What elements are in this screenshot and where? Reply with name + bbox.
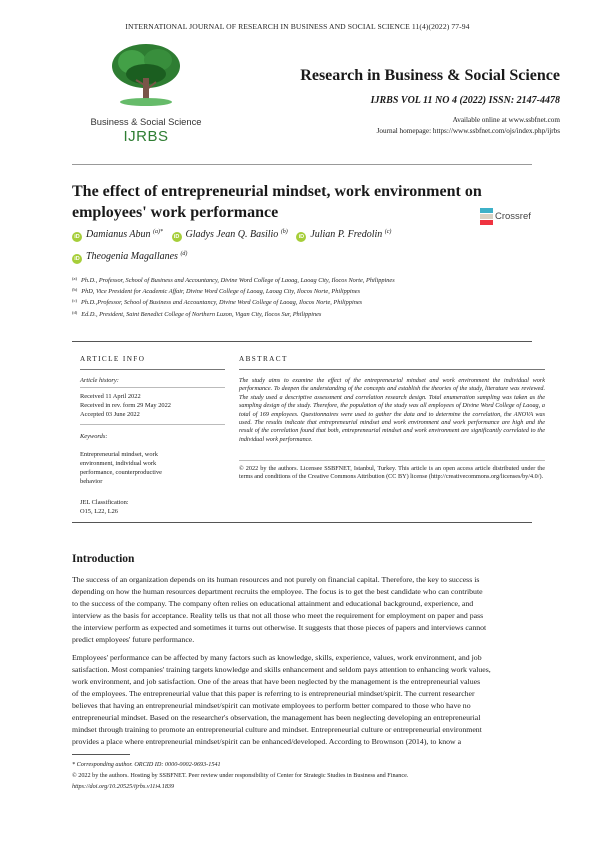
copyright-note: © 2022 by the authors. Hosting by SSBFNET. Peer review under responsibility of Center for Strategic Studies in Business and Finance. [72, 772, 409, 779]
keyword-line: Entrepreneurial mindset, work [80, 451, 158, 458]
orcid-icon[interactable]: iD [72, 254, 82, 264]
paragraph-line: Employees' performance can be affected by many factors such as knowledge, skills, experience, values, work environment, and job [72, 653, 482, 662]
abstract-text: The study aims to examine the effect of the entrepreneurial mindset and work environment the individual work performance. To deepen the understanding of the concepts and establish the theories of the study, literature was reviewed. The study used a descriptive assessment and correlation research design. Total enumeration sampling was taken as the sampling design of the study. Therefore, the population of the study was all employees of Divine Word College of Laoag, a total of 169 employees. Questionnaires were used to gather the data and to determine the correlation, the ANOVA was used. The results indicate that entrepreneurial mindset and work environment and work performance are high and the result of the correlation found that both, entrepreneurial mindset and work environment are significantly correlated to the individual work performance. [239, 377, 545, 443]
article-info-rule [80, 369, 225, 370]
paragraph-line: to the success of the company. The company often relies on educational attainment and educational background, experience, and [72, 599, 474, 608]
journal-availability[interactable]: Available online at www.ssbfnet.com [452, 116, 560, 124]
author-name[interactable]: Gladys Jean Q. Basilio $^{(b)}$ [185, 229, 288, 240]
affiliation: $^{(d)}$ Ed.D., President, Saint Benedict College of Northern Luzon, Vigan City, Ilocos Sur, Philippines [72, 310, 322, 318]
license-text: © 2022 by the authors. Licensee SSBFNET, Istanbul, Turkey. This article is an open access article distributed under the terms and conditions of the Creative Commons Attribution (CC BY) license (http://creativecommons.org/licenses/by/4.0/). [239, 465, 545, 481]
paragraph-line: believes that having an entrepreneurial mindset/spirit can motivate employees to perform better compared to those who have no [72, 701, 471, 710]
accepted-date: Accepted 03 June 2022 [80, 411, 140, 418]
author-name[interactable]: Damianus Abun $^{(a)*}$ [86, 229, 164, 240]
paragraph-line: satisfaction. Most companies' training targets knowledge and skills enhancement and seldom pays attention to enhancing work values, [72, 665, 491, 674]
author-name[interactable]: Julian P. Fredolin $^{(c)}$ [310, 229, 392, 240]
orcid-icon[interactable]: iD [172, 232, 182, 242]
paragraph-line: predict employees' future performance. [72, 635, 195, 644]
affiliation: $^{(b)}$ PhD, Vice President for Academic Affair, Divine Word College of Laoag, Laoag City, Ilocos Norte, Philippines [72, 287, 361, 295]
article-title-line1: The effect of entrepreneurial mindset, work environment on [72, 183, 482, 200]
author-list-line1 [72, 229, 532, 242]
crossref-badge[interactable] [480, 208, 540, 228]
affiliation: $^{(c)}$ Ph.D.,Professor, School of Business and Accountancy, Divine Word College of Laoag, Ilocos Norte, Philippines [72, 298, 363, 306]
received-date: Received 11 April 2022 [80, 393, 141, 400]
paragraph-line: entrepreneurial mindset. Based on the researcher's observation, the management has been neglecting developing an entrepreneurial [72, 713, 481, 722]
history-rule [80, 387, 225, 388]
paragraph-line: provides a place where entrepreneurial mindset/spirit can be enhanced/developed. According to Brownson (2014), to know a [72, 737, 462, 746]
abstract-rule [239, 369, 545, 370]
logo-name: Business & Social Science [90, 116, 202, 127]
abstract-heading: ABSTRACT [239, 355, 288, 363]
author-name[interactable]: Theogenia Magallanes $^{(d)}$ [86, 251, 188, 262]
running-head: INTERNATIONAL JOURNAL OF RESEARCH IN BUSINESS AND SOCIAL SCIENCE 11(4)(2022) 77-94 [125, 22, 470, 31]
paragraph-line: interview as the basis for acceptance. Reality tells us that not all those who meet the requirement for employment on paper and pass [72, 611, 484, 620]
keywords-rule [80, 424, 225, 425]
paragraph-line: of the employees. The entrepreneurial value that this paper is referring to is entrepreneurial mindset/spirit. The current researcher [72, 689, 475, 698]
orcid-icon[interactable]: iD [296, 232, 306, 242]
journal-logo [80, 40, 210, 160]
crossref-icon [480, 208, 493, 226]
tree-icon [106, 40, 186, 112]
jel-label: JEL Classification: [80, 499, 129, 506]
jel-codes: O15, L22, L26 [80, 508, 118, 515]
footnote-rule [72, 754, 130, 755]
info-bottom-rule [72, 522, 532, 523]
article-info-heading: ARTICLE INFO [80, 355, 146, 363]
paragraph-line: depending on how the human resources department recruits the employee. The focus is to get the best candidate who can contribute [72, 587, 483, 596]
history-label: Article history: [80, 377, 119, 384]
revised-date: Received in rev. form 29 May 2022 [80, 402, 171, 409]
affiliation: $^{(a)}$ Ph.D., Professor, School of Business and Accountancy, Divine Word College of Laoag, Laoag City, Ilocos Norte, Philippines [72, 276, 395, 284]
info-top-rule [72, 341, 532, 342]
license-rule [239, 460, 545, 461]
corresponding-author: * Corresponding author. ORCID ID: 0000-0002-9693-1541 [72, 761, 221, 768]
doi-link[interactable]: https://doi.org/10.20525/ijrbs.v11i4.1839 [72, 783, 175, 790]
journal-title: Research in Business & Social Science [300, 67, 560, 84]
header-rule [72, 164, 532, 165]
paragraph-line: work environment, and job satisfaction. One of the areas that have been neglected by the management is the entrepreneurial values [72, 677, 481, 686]
logo-abbr: IJRBS [123, 128, 169, 145]
keyword-line: performance, counterproductive [80, 469, 162, 476]
paragraph-line: The success of an organization depends on its human resources and not purely on financial capital. Therefore, the key to success is [72, 575, 480, 584]
keywords-label: Keywords: [80, 433, 108, 440]
journal-volume-line: IJRBS VOL 11 NO 4 (2022) ISSN: 2147-4478 [370, 95, 560, 106]
article-title-line2: employees' work performance [72, 204, 279, 221]
paragraph-line: mindset through training to promote an entrepreneurial culture and mindset. Entrepreneurial culture or entrepreneurial environment [72, 725, 482, 734]
section-heading-introduction: Introduction [72, 553, 135, 565]
paragraph-line: the interview perform as expected and sometimes it turns out otherwise. It suggests that those pieces of papers and interviews cannot [72, 623, 487, 632]
keyword-line: behavior [80, 478, 103, 485]
journal-homepage[interactable]: Journal homepage: https://www.ssbfnet.com/ojs/index.php/ijrbs [376, 127, 560, 135]
crossref-label: Crossref [495, 211, 531, 222]
orcid-icon[interactable]: iD [72, 232, 82, 242]
keyword-line: environment, individual work [80, 460, 157, 467]
author-list-line2 [72, 251, 532, 264]
